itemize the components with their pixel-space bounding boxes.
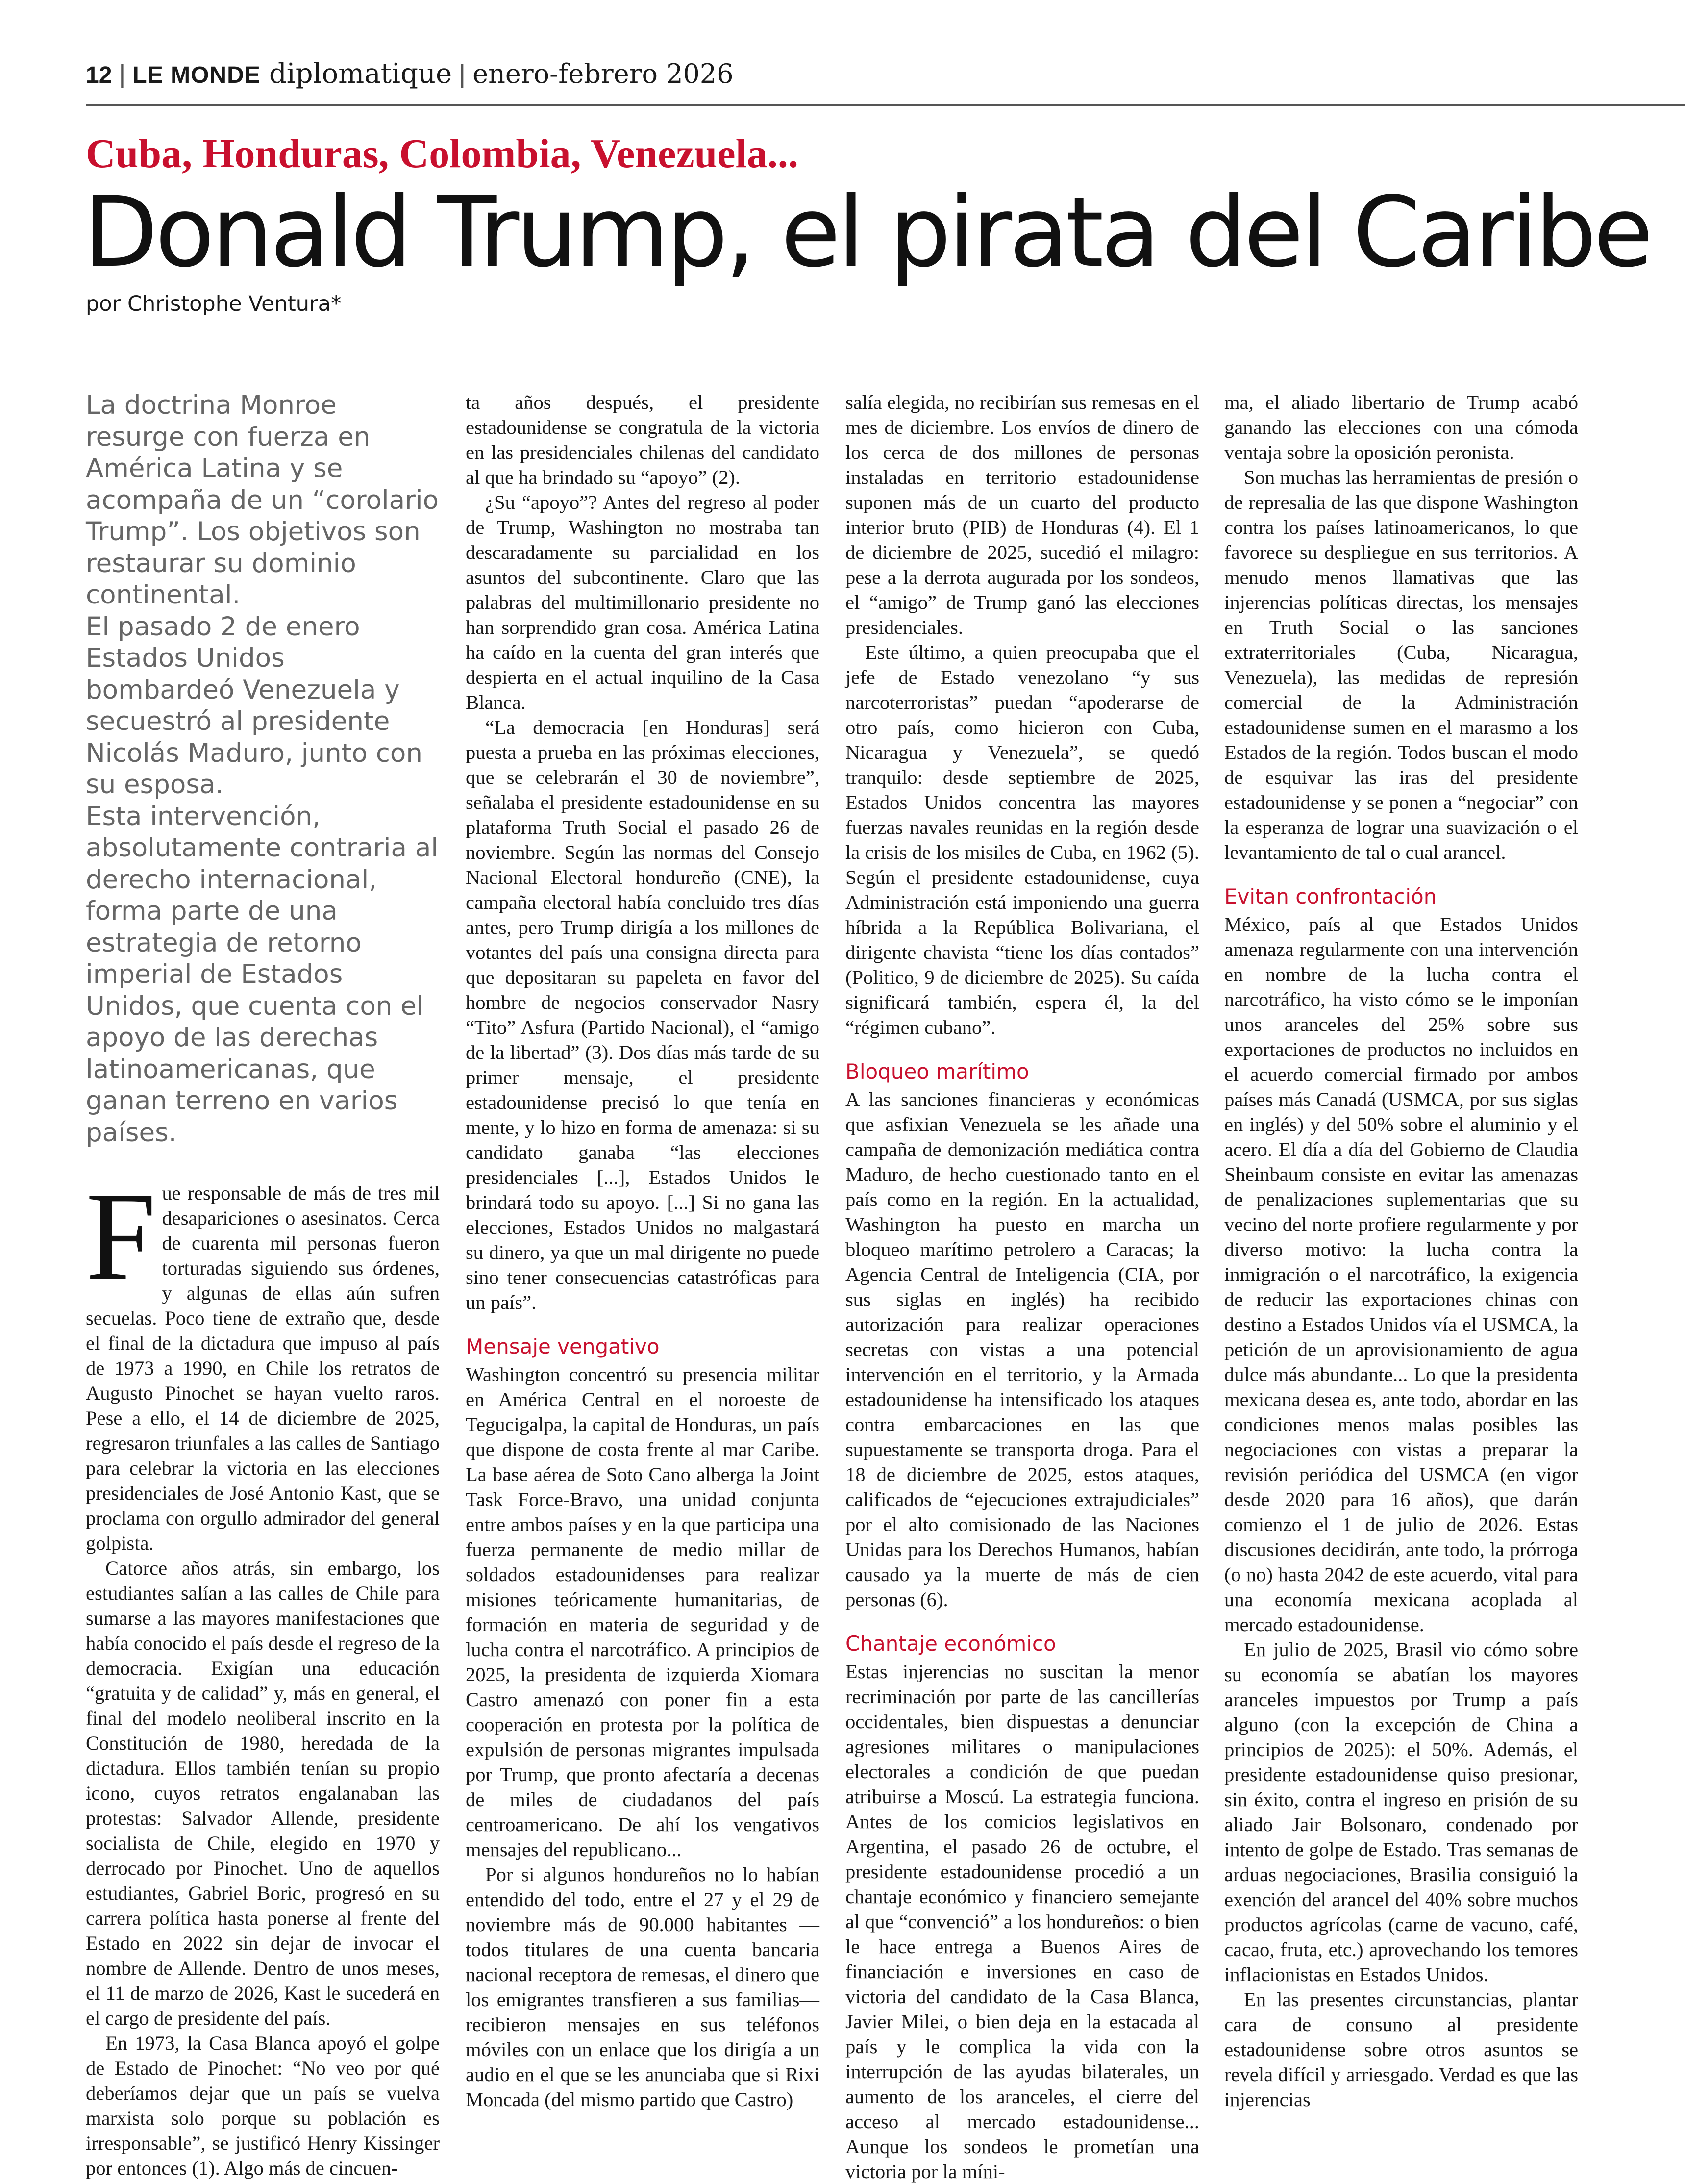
brand-suffix: diplomatique [269, 58, 452, 90]
column-3 [845, 390, 1199, 2184]
body-paragraph: “La democracia [en Honduras] será puesta a prueba en las próximas elecciones, que se celebrarán el 30 de noviembre”, señalaba el presidente estadounidense en su plataforma Truth Social el pasado 26 de noviembre. Según las normas del Consejo Nacional Electoral hondureño (CNE), la campaña electoral había concluido tres días antes, pero Trump dirigía a los millones de votantes del país una consigna directa para que depositaran su papeleta en favor del hombre de negocios conservador Nasry “Tito” Asfura (Partido Nacional), el “amigo de la libertad” (3). Dos días más tarde de su primer mensaje, el presidente estadounidense precisó lo que tenía en mente, y lo hizo en forma de amenaza: si su candidato ganaba “las elecciones presidenciales [...], Estados Unidos le brindará todo su apoyo. [...] Si no gana las elecciones, Estados Unidos no malgastará su dinero, ya que un mal dirigente no puede sino tener consecuencias catastróficas para un país”. [466, 716, 819, 1313]
body-paragraph: ma, el aliado libertario de Trump acabó ganando las elecciones con una cómoda ventaja sobre la oposición peronista. [1224, 391, 1578, 463]
lede-paragraph: La doctrina Monroe resurge con fuerza en América Latina y se acompaña de un “corolario Trump”. Los objetivos son restaurar su dominio continental. [86, 390, 439, 610]
body-paragraph: Catorce años atrás, sin embargo, los estudiantes salían a las calles de Chile para sumarse a las mayores manifestaciones que había conocido el país desde el regreso de la democracia. Exigían una educación “gratuita y de calidad” y, más en general, el final del modelo neoliberal inscrito en la Constitución de 1980, heredada de la dictadura. Ellos también tenían su propio icono, cuyos retratos engalanaban las protestas: Salvador Allende, presidente socialista de Chile, elegido en 1970 y derrocado por Pinochet. Uno de aquellos estudiantes, Gabriel Boric, progresó en su carrera política hasta ponerse al frente del Estado en 2022 sin dejar de invocar el nombre de Allende. Dentro de unos meses, el 11 de marzo de 2026, Kast le sucederá en el cargo de presidente del país. [86, 1557, 440, 2029]
article-byline: por Christophe Ventura* [86, 292, 342, 316]
body-paragraph: México, país al que Estados Unidos amenaza regularmente con una intervención en nombre de la lucha contra el narcotráfico, ha visto cómo se le imponían unos aranceles del 25% sobre sus exportaciones de productos no incluidos en el acuerdo comercial firmado por ambos países más Canadá (USMCA, por sus siglas en inglés) y del 50% sobre el aluminio y el acero. El día a día del Gobierno de Claudia Sheinbaum consiste en evitar las amenazas de penalizaciones suplementarias que su vecino del norte profiere regularmente y por diverso motivo: la lucha contra la inmigración o el narcotráfico, la exigencia de reducir las exportaciones chinas con destino a Estados Unidos vía el USMCA, la petición de un aprovisionamiento de agua dulce más abundante... Lo que la presidenta mexicana desea es, ante todo, abordar en las condiciones menos malas posibles las negociaciones con vistas a preparar la revisión periódica del USMCA (en vigor desde 2020 para 16 años), que darán comienzo el 1 de julio de 2026. Estas discusiones decidirán, ante todo, la prórroga (o no) hasta 2042 de este acuerdo, vital para una economía mexicana acoplada al mercado estadounidense. [1224, 913, 1578, 1635]
body-paragraph: A las sanciones financieras y económicas que asfixian Venezuela se les añade una campaña de demonización mediática contra Maduro, de hecho cuestionado tanto en el país como en la región. En la actualidad, Washington ha puesto en marcha un bloqueo marítimo petrolero a Caracas; la Agencia Central de Inteligencia (CIA, por sus siglas en inglés) ha recibido autorización para realizar operaciones secretas con vistas a una potencial intervención en el territorio, y la Armada estadounidense ha intensificado los ataques contra embarcaciones en las que supuestamente se transporta droga. Para el 18 de diciembre de 2025, estos ataques, calificados de “ejecuciones extrajudiciales” por el alto comisionado de las Naciones Unidas para los Derechos Humanos, habían causado ya la muerte de más de cien personas (6). [845, 1088, 1199, 1610]
column-2 [466, 390, 819, 2112]
body-paragraph: Por si algunos hondureños no lo habían entendido del todo, entre el 27 y el 29 de noviembre más de 90.000 habitantes —todos titulares de una cuenta bancaria nacional receptora de remesas, el dinero que los emigrantes transfieren a sus familias— recibieron mensajes en sus teléfonos móviles con un enlace que los dirigía a un audio en el que se les anunciaba que si Rixi Moncada (del mismo partido que Castro) [466, 1863, 819, 2110]
article-lede [86, 390, 440, 1149]
column-4 [1224, 390, 1578, 2112]
column-1 [86, 390, 440, 2181]
body-paragraph: salía elegida, no recibirían sus remesas en el mes de diciembre. Los envíos de dinero de los cerca de dos millones de personas instaladas en territorio estadounidense suponen más de un cuarto del producto interior bruto (PIB) de Honduras (4). El 1 de diciembre de 2025, sucedió el milagro: pese a la derrota augurada por los sondeos, el “amigo” de Trump ganó las elecciones presidenciales. [845, 391, 1199, 638]
brand-name: LE MONDE [132, 62, 261, 88]
page-header [86, 58, 1685, 107]
body-paragraph: Son muchas las herramientas de presión o de represalia de las que dispone Washington contra los países latinoamericanos, lo que favorece su despliegue en sus territorios. A menudo menos llamativas que las injerencias políticas directas, los mensajes en Truth Social o las sanciones extraterritoriales (Cuba, Nicaragua, Venezuela), las medidas de represión comercial de la Administración estadounidense sumen en el marasmo a los Estados de la región. Todos buscan el modo de esquivar las iras del presidente estadounidense y se ponen a “negociar” con la esperanza de lograr una suavización o el levantamiento de tal o cual arancel. [1224, 466, 1578, 863]
section-heading: Mensaje vengativo [466, 1334, 660, 1358]
body-paragraph: Washington concentró su presencia militar en América Central en el noroeste de Tegucigalpa, la capital de Honduras, un país que dispone de costa frente al mar Caribe. La base aérea de Soto Cano alberga la Joint Task Force-Bravo, una unidad conjunta entre ambos países y en la que participa una fuerza permanente de medio millar de soldados estadounidenses para realizar misiones teóricamente humanitarias, de formación en materia de seguridad y de lucha contra el narcotráfico. A principios de 2025, la presidenta de izquierda Xiomara Castro amenazó con poner fin a esta cooperación en protesta por la política de expulsión de personas migrantes impulsada por Trump, que pronto afectaría a decenas de miles de ciudadanos del país centroamericano. De ahí los vengativos mensajes del republicano... [466, 1363, 819, 1860]
issue-date: enero-febrero 2026 [472, 58, 734, 89]
section-heading: Chantaje económico [845, 1632, 1056, 1656]
body-paragraph: ¿Su “apoyo”? Antes del regreso al poder de Trump, Washington no mostraba tan descaradamente su parcialidad en los asuntos del subcontinente. Claro que las palabras del multimillonario presidente no han sorprendido gran cosa. América Latina ha caído en la cuenta del gran interés que despierta en el actual inquilino de la Casa Blanca. [466, 491, 819, 713]
header-separator: | [119, 59, 126, 89]
body-paragraph: En julio de 2025, Brasil vio cómo sobre su economía se abatían los mayores aranceles impuestos por Trump a país alguno (con la excepción de China a principios de 2025): el 50%. Además, el presidente estadounidense quiso presionar, sin éxito, contra el ingreso en prisión de su aliado Jair Bolsonaro, condenado por intento de golpe de Estado. Tras semanas de arduas negociaciones, Brasilia consiguió la exención del arancel del 40% sobre muchos productos agrícolas (carne de vacuno, café, cacao, fruta, etc.) aprovechando los temores inflacionistas en Estados Unidos. [1224, 1638, 1578, 1985]
section-heading: Bloqueo marítimo [845, 1059, 1029, 1083]
header-rule [86, 104, 1685, 106]
drop-cap: F [86, 1166, 156, 1306]
body-text: ue responsable de más de tres mil desapariciones o asesinatos. Cerca de cuarenta mil personas fueron torturadas siguiendo sus órdenes, y algunas de ellas aún sufren secuelas. Poco tiene de extraño que, desde el final de la dictadura que impuso al país de 1973 a 1990, en Chile los retratos de Augusto Pinochet se hayan vuelto raros. Pese a ello, el 14 de diciembre de 2025, regresaron triunfales a las calles de Santiago para celebrar la victoria en las elecciones presidenciales de José Antonio Kast, que se proclama con orgullo admirador del general golpista. [86, 1182, 440, 1554]
article-kicker: Cuba, Honduras, Colombia, Venezuela... [86, 131, 798, 176]
article-title: Donald Trump, el pirata del Caribe [83, 176, 1651, 289]
header-separator: | [459, 59, 466, 89]
lede-paragraph: Esta intervención, absolutamente contraria al derecho internacional, forma parte de una estrategia de retorno imperial de Estados Unidos, que cuenta con el apoyo de las derechas latinoamericanas, que ganan terreno en varios países. [86, 801, 439, 1148]
section-heading: Evitan confrontación [1224, 884, 1437, 908]
page-number: 12 [86, 62, 112, 88]
body-paragraph: En las presentes circunstancias, plantar cara de consuno al presidente estadounidense sobre otros asuntos se revela difícil y arriesgado. Verdad es que las injerencias [1224, 1988, 1578, 2110]
body-paragraph [86, 1166, 440, 1556]
body-paragraph: ta años después, el presidente estadounidense se congratula de la victoria en las presidenciales chilenas del candidato al que ha brindado su “apoyo” (2). [466, 391, 819, 488]
body-paragraph: Estas injerencias no suscitan la menor recriminación por parte de las cancillerías occidentales, bien dispuestas a denunciar agresiones militares o manipulaciones electorales a condición de que puedan atribuirse a Moscú. La estrategia funciona. Antes de los comicios legislativos en Argentina, el pasado 26 de octubre, el presidente estadounidense procedió a un chantaje económico y financiero semejante al que “convenció” a los hondureños: o bien le hace entrega a Buenos Aires de financiación e inversiones en caso de victoria del candidato de la Casa Blanca, Javier Milei, o bien deja en la estacada al país y le complica la vida con la interrupción de las ayudas bilaterales, un aumento de los aranceles, el cierre del acceso al mercado estadounidense... Aunque los sondeos le prometían una victoria por la míni- [845, 1660, 1199, 2183]
lede-paragraph: El pasado 2 de enero Estados Unidos bombardeó Venezuela y secuestró al presidente Nicolás Maduro, junto con su esposa. [86, 611, 422, 800]
body-paragraph: En 1973, la Casa Blanca apoyó el golpe de Estado de Pinochet: “No veo por qué deberíamos dejar que un país se vuelva marxista solo porque su población es irresponsable”, se justificó Henry Kissinger por entonces (1). Algo más de cincuen- [86, 2032, 440, 2179]
body-paragraph: Este último, a quien preocupaba que el jefe de Estado venezolano “y sus narcoterroristas” puedan “apoderarse de otro país, como hicieron con Cuba, Nicaragua y Venezuela”, se quedó tranquilo: desde septiembre de 2025, Estados Unidos concentra las mayores fuerzas navales reunidas en la región desde la crisis de los misiles de Cuba, en 1962 (5). Según el presidente estadounidense, cuya Administración está imponiendo una guerra híbrida a la República Bolivariana, el dirigente chavista “tiene los días contados” (Politico, 9 de diciembre de 2025). Su caída significará también, espera él, la del “régimen cubano”. [845, 641, 1199, 1038]
